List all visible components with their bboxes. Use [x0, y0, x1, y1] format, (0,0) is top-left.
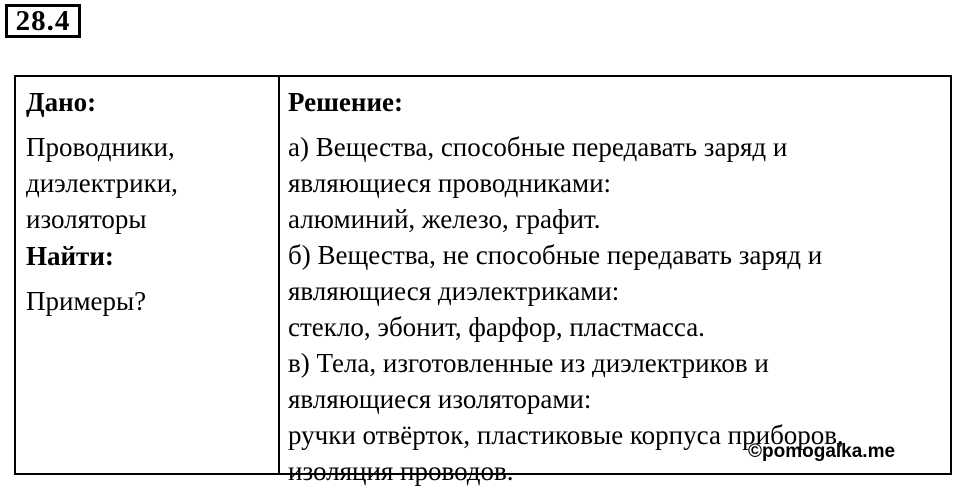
given-column [26, 85, 271, 319]
solution-line: ручки отвёрток, пластиковые корпуса приборов, [288, 420, 844, 450]
problem-number: 28.4 [5, 4, 81, 38]
given-line: Проводники, [26, 132, 175, 162]
solution-line: являющиеся диэлектриками: [288, 276, 620, 306]
solution-line: алюминий, железо, графит. [288, 204, 601, 234]
solution-line: являющиеся проводниками: [288, 168, 612, 198]
solution-heading: Решение: [288, 87, 403, 117]
given-heading: Дано: [26, 87, 97, 117]
given-line: изоляторы [26, 204, 147, 234]
solution-text [288, 129, 943, 489]
solution-line: изоляция проводов. [288, 456, 514, 486]
column-divider [278, 77, 280, 473]
solution-line: стекло, эбонит, фарфор, пластмасса. [288, 312, 705, 342]
solution-line: а) Вещества, способные передавать заряд и [288, 132, 788, 162]
solution-table [14, 75, 952, 486]
find-text: Примеры? [26, 286, 147, 316]
watermark: ©pomogalka.me [748, 441, 896, 462]
solution-line: в) Тела, изготовленные из диэлектриков и [288, 348, 769, 378]
given-line: диэлектрики, [26, 168, 178, 198]
find-heading: Найти: [26, 241, 114, 271]
solution-column [288, 85, 943, 489]
solution-line: являющиеся изоляторами: [288, 384, 592, 414]
solution-line: б) Вещества, не способные передавать заряд и [288, 240, 823, 270]
given-text [26, 129, 271, 237]
